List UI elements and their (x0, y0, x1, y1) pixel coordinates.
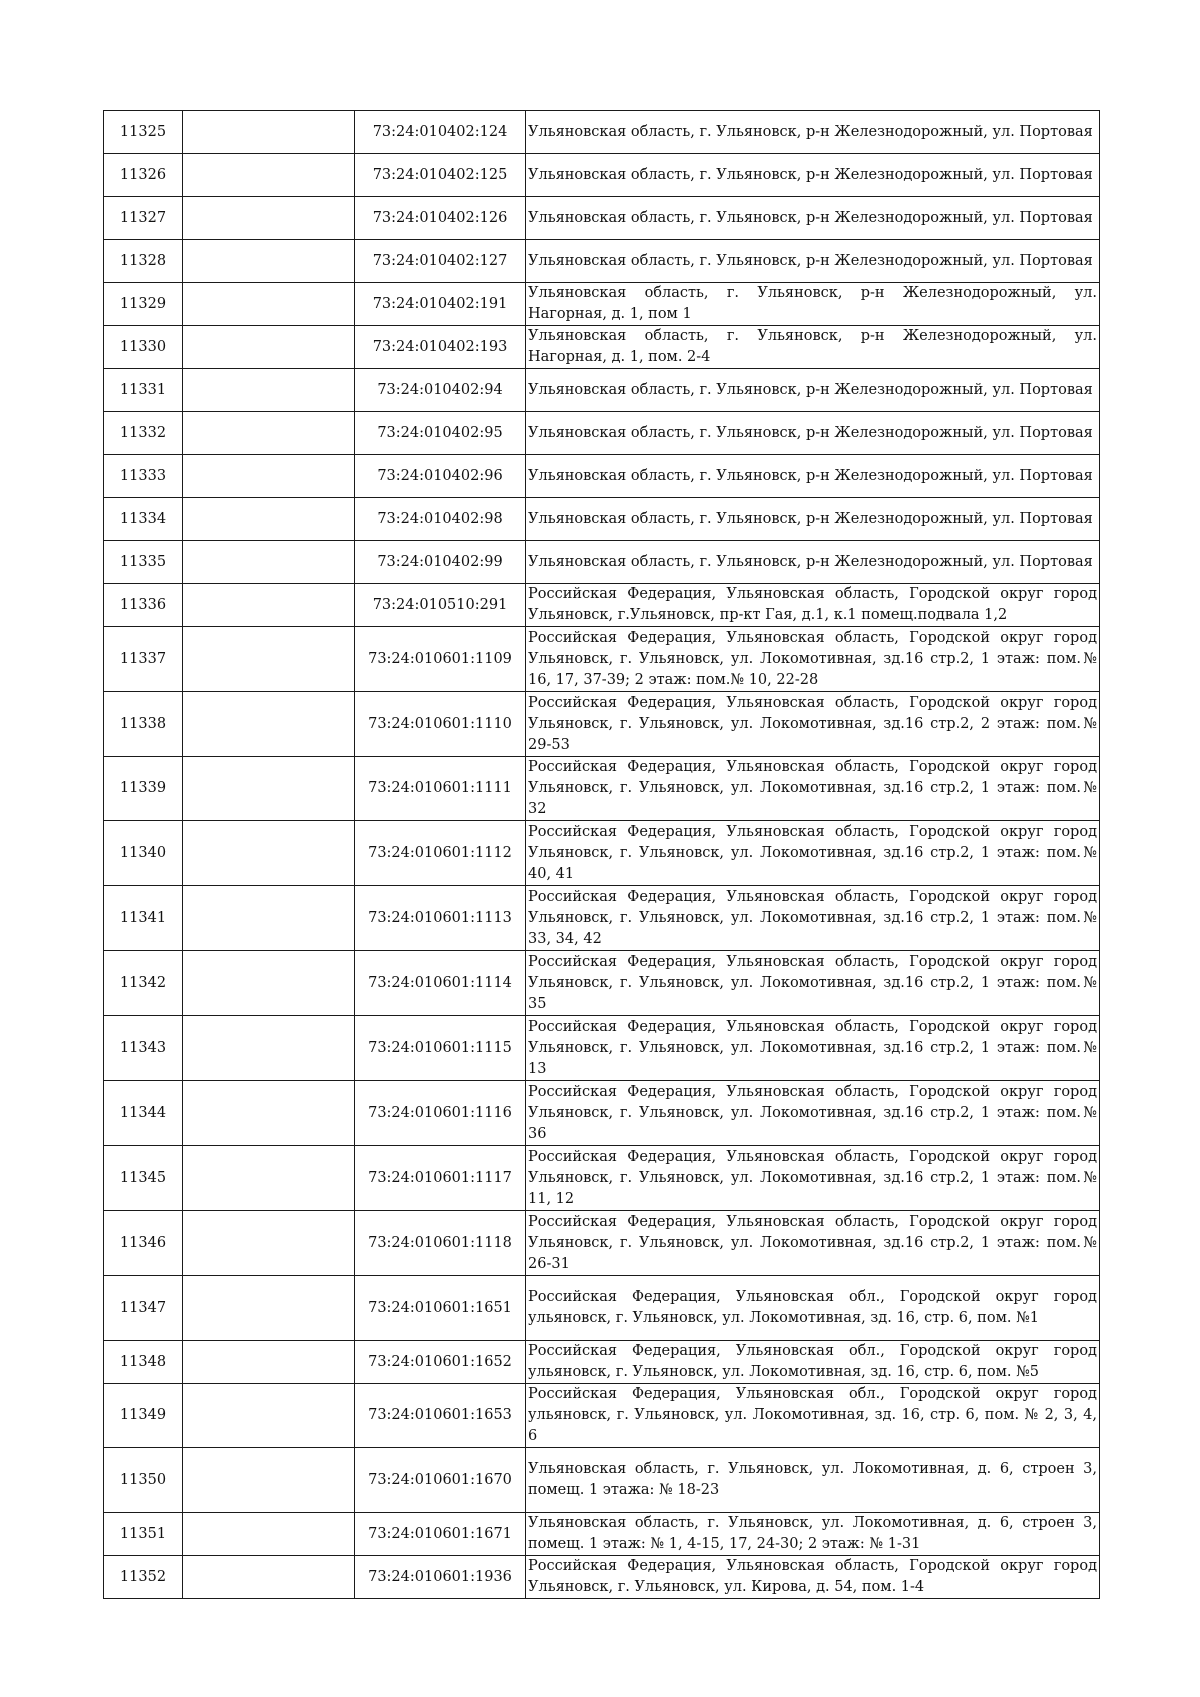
address-cell: Ульяновская область, г. Ульяновск, ул. Локомотивная, д. 6, строен 3, помещ. 1 этаж: № 1, 4-15, 17, 24-30; 2 этаж: № 1-31 (526, 1513, 1100, 1556)
row-number-cell: 11332 (104, 412, 183, 455)
row-number-cell: 11351 (104, 1513, 183, 1556)
table-row (104, 1081, 1100, 1146)
cadastral-number-cell: 73:24:010402:95 (355, 412, 526, 455)
table-row (104, 197, 1100, 240)
address-cell: Российская Федерация, Ульяновская область, Городской округ город Ульяновск, г.Ульяновск, пр-кт Гая, д.1, к.1 помещ.подвала 1,2 (526, 584, 1100, 627)
table-row (104, 757, 1100, 821)
row-number-cell: 11350 (104, 1448, 183, 1513)
empty-cell (183, 1448, 355, 1513)
cadastral-number-cell: 73:24:010601:1112 (355, 821, 526, 886)
cadastral-number-cell: 73:24:010601:1671 (355, 1513, 526, 1556)
empty-cell (183, 1276, 355, 1341)
cadastral-number-cell: 73:24:010601:1117 (355, 1146, 526, 1211)
cadastral-number-cell: 73:24:010601:1113 (355, 886, 526, 951)
cadastral-number-cell: 73:24:010601:1936 (355, 1556, 526, 1599)
cadastral-number-cell: 73:24:010402:94 (355, 369, 526, 412)
address-cell: Российская Федерация, Ульяновская область, Городской округ город Ульяновск, г. Ульяновск, ул. Локомотивная, зд.16 стр.2, 1 этаж: пом.№ 16, 17, 37-39; 2 этаж: пом.№ 10, 22-28 (526, 627, 1100, 692)
address-cell: Ульяновская область, г. Ульяновск, р-н Железнодорожный, ул. Портовая (526, 111, 1100, 154)
cadastral-number-cell: 73:24:010402:127 (355, 240, 526, 283)
empty-cell (183, 692, 355, 757)
cadastral-number-cell: 73:24:010601:1109 (355, 627, 526, 692)
row-number-cell: 11346 (104, 1211, 183, 1276)
row-number-cell: 11339 (104, 757, 183, 821)
row-number-cell: 11345 (104, 1146, 183, 1211)
row-number-cell: 11342 (104, 951, 183, 1016)
table-row (104, 455, 1100, 498)
table-row (104, 154, 1100, 197)
empty-cell (183, 1146, 355, 1211)
empty-cell (183, 627, 355, 692)
address-cell: Ульяновская область, г. Ульяновск, р-н Железнодорожный, ул. Портовая (526, 541, 1100, 584)
cadastral-number-cell: 73:24:010402:126 (355, 197, 526, 240)
empty-cell (183, 1384, 355, 1448)
cadastral-number-cell: 73:24:010601:1114 (355, 951, 526, 1016)
row-number-cell: 11336 (104, 584, 183, 627)
table-row (104, 584, 1100, 627)
address-cell: Ульяновская область, г. Ульяновск, р-н Железнодорожный, ул. Портовая (526, 498, 1100, 541)
cadastral-number-cell: 73:24:010402:98 (355, 498, 526, 541)
table-row (104, 1384, 1100, 1448)
table-row (104, 1211, 1100, 1276)
cadastral-number-cell: 73:24:010402:125 (355, 154, 526, 197)
row-number-cell: 11344 (104, 1081, 183, 1146)
cadastral-number-cell: 73:24:010601:1670 (355, 1448, 526, 1513)
row-number-cell: 11335 (104, 541, 183, 584)
address-cell: Ульяновская область, г. Ульяновск, р-н Железнодорожный, ул. Портовая (526, 154, 1100, 197)
table-row (104, 1146, 1100, 1211)
row-number-cell: 11331 (104, 369, 183, 412)
table-row (104, 541, 1100, 584)
empty-cell (183, 283, 355, 326)
row-number-cell: 11337 (104, 627, 183, 692)
table-row (104, 692, 1100, 757)
address-cell: Российская Федерация, Ульяновская область, Городской округ город Ульяновск, г. Ульяновск, ул. Локомотивная, зд.16 стр.2, 2 этаж: пом.№ 29-53 (526, 692, 1100, 757)
empty-cell (183, 1513, 355, 1556)
row-number-cell: 11341 (104, 886, 183, 951)
empty-cell (183, 951, 355, 1016)
address-cell: Ульяновская область, г. Ульяновск, р-н Железнодорожный, ул. Портовая (526, 240, 1100, 283)
empty-cell (183, 821, 355, 886)
row-number-cell: 11328 (104, 240, 183, 283)
address-cell: Ульяновская область, г. Ульяновск, р-н Железнодорожный, ул. Нагорная, д. 1, пом. 2-4 (526, 326, 1100, 369)
empty-cell (183, 584, 355, 627)
table-row (104, 1556, 1100, 1599)
cadastral-number-cell: 73:24:010402:193 (355, 326, 526, 369)
empty-cell (183, 111, 355, 154)
empty-cell (183, 1016, 355, 1081)
empty-cell (183, 1211, 355, 1276)
table-row (104, 627, 1100, 692)
row-number-cell: 11343 (104, 1016, 183, 1081)
empty-cell (183, 1556, 355, 1599)
empty-cell (183, 498, 355, 541)
address-cell: Российская Федерация, Ульяновская область, Городской округ город Ульяновск, г. Ульяновск, ул. Локомотивная, зд.16 стр.2, 1 этаж: пом.№ 11, 12 (526, 1146, 1100, 1211)
table-row (104, 111, 1100, 154)
table-row (104, 283, 1100, 326)
row-number-cell: 11348 (104, 1341, 183, 1384)
table-row (104, 240, 1100, 283)
address-cell: Российская Федерация, Ульяновская область, Городской округ город Ульяновск, г. Ульяновск, ул. Локомотивная, зд.16 стр.2, 1 этаж: пом.№ 32 (526, 757, 1100, 821)
address-cell: Ульяновская область, г. Ульяновск, р-н Железнодорожный, ул. Портовая (526, 412, 1100, 455)
empty-cell (183, 197, 355, 240)
address-cell: Российская Федерация, Ульяновская обл., Городской округ город ульяновск, г. Ульяновск, ул. Локомотивная, зд. 16, стр. 6, пом. №5 (526, 1341, 1100, 1384)
cadastral-number-cell: 73:24:010601:1651 (355, 1276, 526, 1341)
cadastral-number-cell: 73:24:010402:96 (355, 455, 526, 498)
cadastral-number-cell: 73:24:010601:1652 (355, 1341, 526, 1384)
cadastral-number-cell: 73:24:010402:191 (355, 283, 526, 326)
address-cell: Российская Федерация, Ульяновская область, Городской округ город Ульяновск, г. Ульяновск, ул. Локомотивная, зд.16 стр.2, 1 этаж: пом.№ 35 (526, 951, 1100, 1016)
table-row (104, 1016, 1100, 1081)
row-number-cell: 11329 (104, 283, 183, 326)
cadastral-number-cell: 73:24:010601:1115 (355, 1016, 526, 1081)
table-row (104, 951, 1100, 1016)
row-number-cell: 11326 (104, 154, 183, 197)
registry-body (104, 111, 1100, 1599)
table-row (104, 1276, 1100, 1341)
empty-cell (183, 412, 355, 455)
cadastral-number-cell: 73:24:010601:1653 (355, 1384, 526, 1448)
address-cell: Ульяновская область, г. Ульяновск, р-н Железнодорожный, ул. Портовая (526, 197, 1100, 240)
table-row (104, 326, 1100, 369)
address-cell: Ульяновская область, г. Ульяновск, ул. Локомотивная, д. 6, строен 3, помещ. 1 этажа: № 18-23 (526, 1448, 1100, 1513)
row-number-cell: 11327 (104, 197, 183, 240)
empty-cell (183, 541, 355, 584)
table-row (104, 1448, 1100, 1513)
address-cell: Российская Федерация, Ульяновская обл., Городской округ город ульяновск, г. Ульяновск, ул. Локомотивная, зд. 16, стр. 6, пом. № 2, 3, 4, 6 (526, 1384, 1100, 1448)
address-cell: Российская Федерация, Ульяновская область, Городской округ город Ульяновск, г. Ульяновск, ул. Локомотивная, зд.16 стр.2, 1 этаж: пом.№ 13 (526, 1016, 1100, 1081)
address-cell: Ульяновская область, г. Ульяновск, р-н Железнодорожный, ул. Портовая (526, 369, 1100, 412)
cadastral-number-cell: 73:24:010601:1110 (355, 692, 526, 757)
table-row (104, 886, 1100, 951)
row-number-cell: 11325 (104, 111, 183, 154)
empty-cell (183, 757, 355, 821)
empty-cell (183, 240, 355, 283)
empty-cell (183, 326, 355, 369)
empty-cell (183, 1341, 355, 1384)
registry-table (103, 110, 1100, 1599)
row-number-cell: 11347 (104, 1276, 183, 1341)
row-number-cell: 11333 (104, 455, 183, 498)
table-row (104, 412, 1100, 455)
table-row (104, 369, 1100, 412)
table-row (104, 1513, 1100, 1556)
row-number-cell: 11349 (104, 1384, 183, 1448)
address-cell: Ульяновская область, г. Ульяновск, р-н Железнодорожный, ул. Портовая (526, 455, 1100, 498)
table-row (104, 1341, 1100, 1384)
empty-cell (183, 455, 355, 498)
empty-cell (183, 369, 355, 412)
row-number-cell: 11330 (104, 326, 183, 369)
address-cell: Российская Федерация, Ульяновская область, Городской округ город Ульяновск, г. Ульяновск, ул. Локомотивная, зд.16 стр.2, 1 этаж: пом.№ 40, 41 (526, 821, 1100, 886)
cadastral-number-cell: 73:24:010601:1116 (355, 1081, 526, 1146)
table-row (104, 821, 1100, 886)
table-row (104, 498, 1100, 541)
cadastral-number-cell: 73:24:010601:1118 (355, 1211, 526, 1276)
address-cell: Российская Федерация, Ульяновская область, Городской округ город Ульяновск, г. Ульяновск, ул. Локомотивная, зд.16 стр.2, 1 этаж: пом.№ 26-31 (526, 1211, 1100, 1276)
row-number-cell: 11338 (104, 692, 183, 757)
cadastral-number-cell: 73:24:010510:291 (355, 584, 526, 627)
cadastral-number-cell: 73:24:010601:1111 (355, 757, 526, 821)
address-cell: Российская Федерация, Ульяновская область, Городской округ город Ульяновск, г. Ульяновск, ул. Локомотивная, зд.16 стр.2, 1 этаж: пом.№ 33, 34, 42 (526, 886, 1100, 951)
address-cell: Российская Федерация, Ульяновская область, Городской округ город Ульяновск, г. Ульяновск, ул. Локомотивная, зд.16 стр.2, 1 этаж: пом.№ 36 (526, 1081, 1100, 1146)
address-cell: Ульяновская область, г. Ульяновск, р-н Железнодорожный, ул. Нагорная, д. 1, пом 1 (526, 283, 1100, 326)
row-number-cell: 11334 (104, 498, 183, 541)
empty-cell (183, 886, 355, 951)
cadastral-number-cell: 73:24:010402:124 (355, 111, 526, 154)
address-cell: Российская Федерация, Ульяновская область, Городской округ город Ульяновск, г. Ульяновск, ул. Кирова, д. 54, пом. 1-4 (526, 1556, 1100, 1599)
row-number-cell: 11340 (104, 821, 183, 886)
empty-cell (183, 1081, 355, 1146)
empty-cell (183, 154, 355, 197)
cadastral-number-cell: 73:24:010402:99 (355, 541, 526, 584)
row-number-cell: 11352 (104, 1556, 183, 1599)
address-cell: Российская Федерация, Ульяновская обл., Городской округ город ульяновск, г. Ульяновск, ул. Локомотивная, зд. 16, стр. 6, пом. №1 (526, 1276, 1100, 1341)
